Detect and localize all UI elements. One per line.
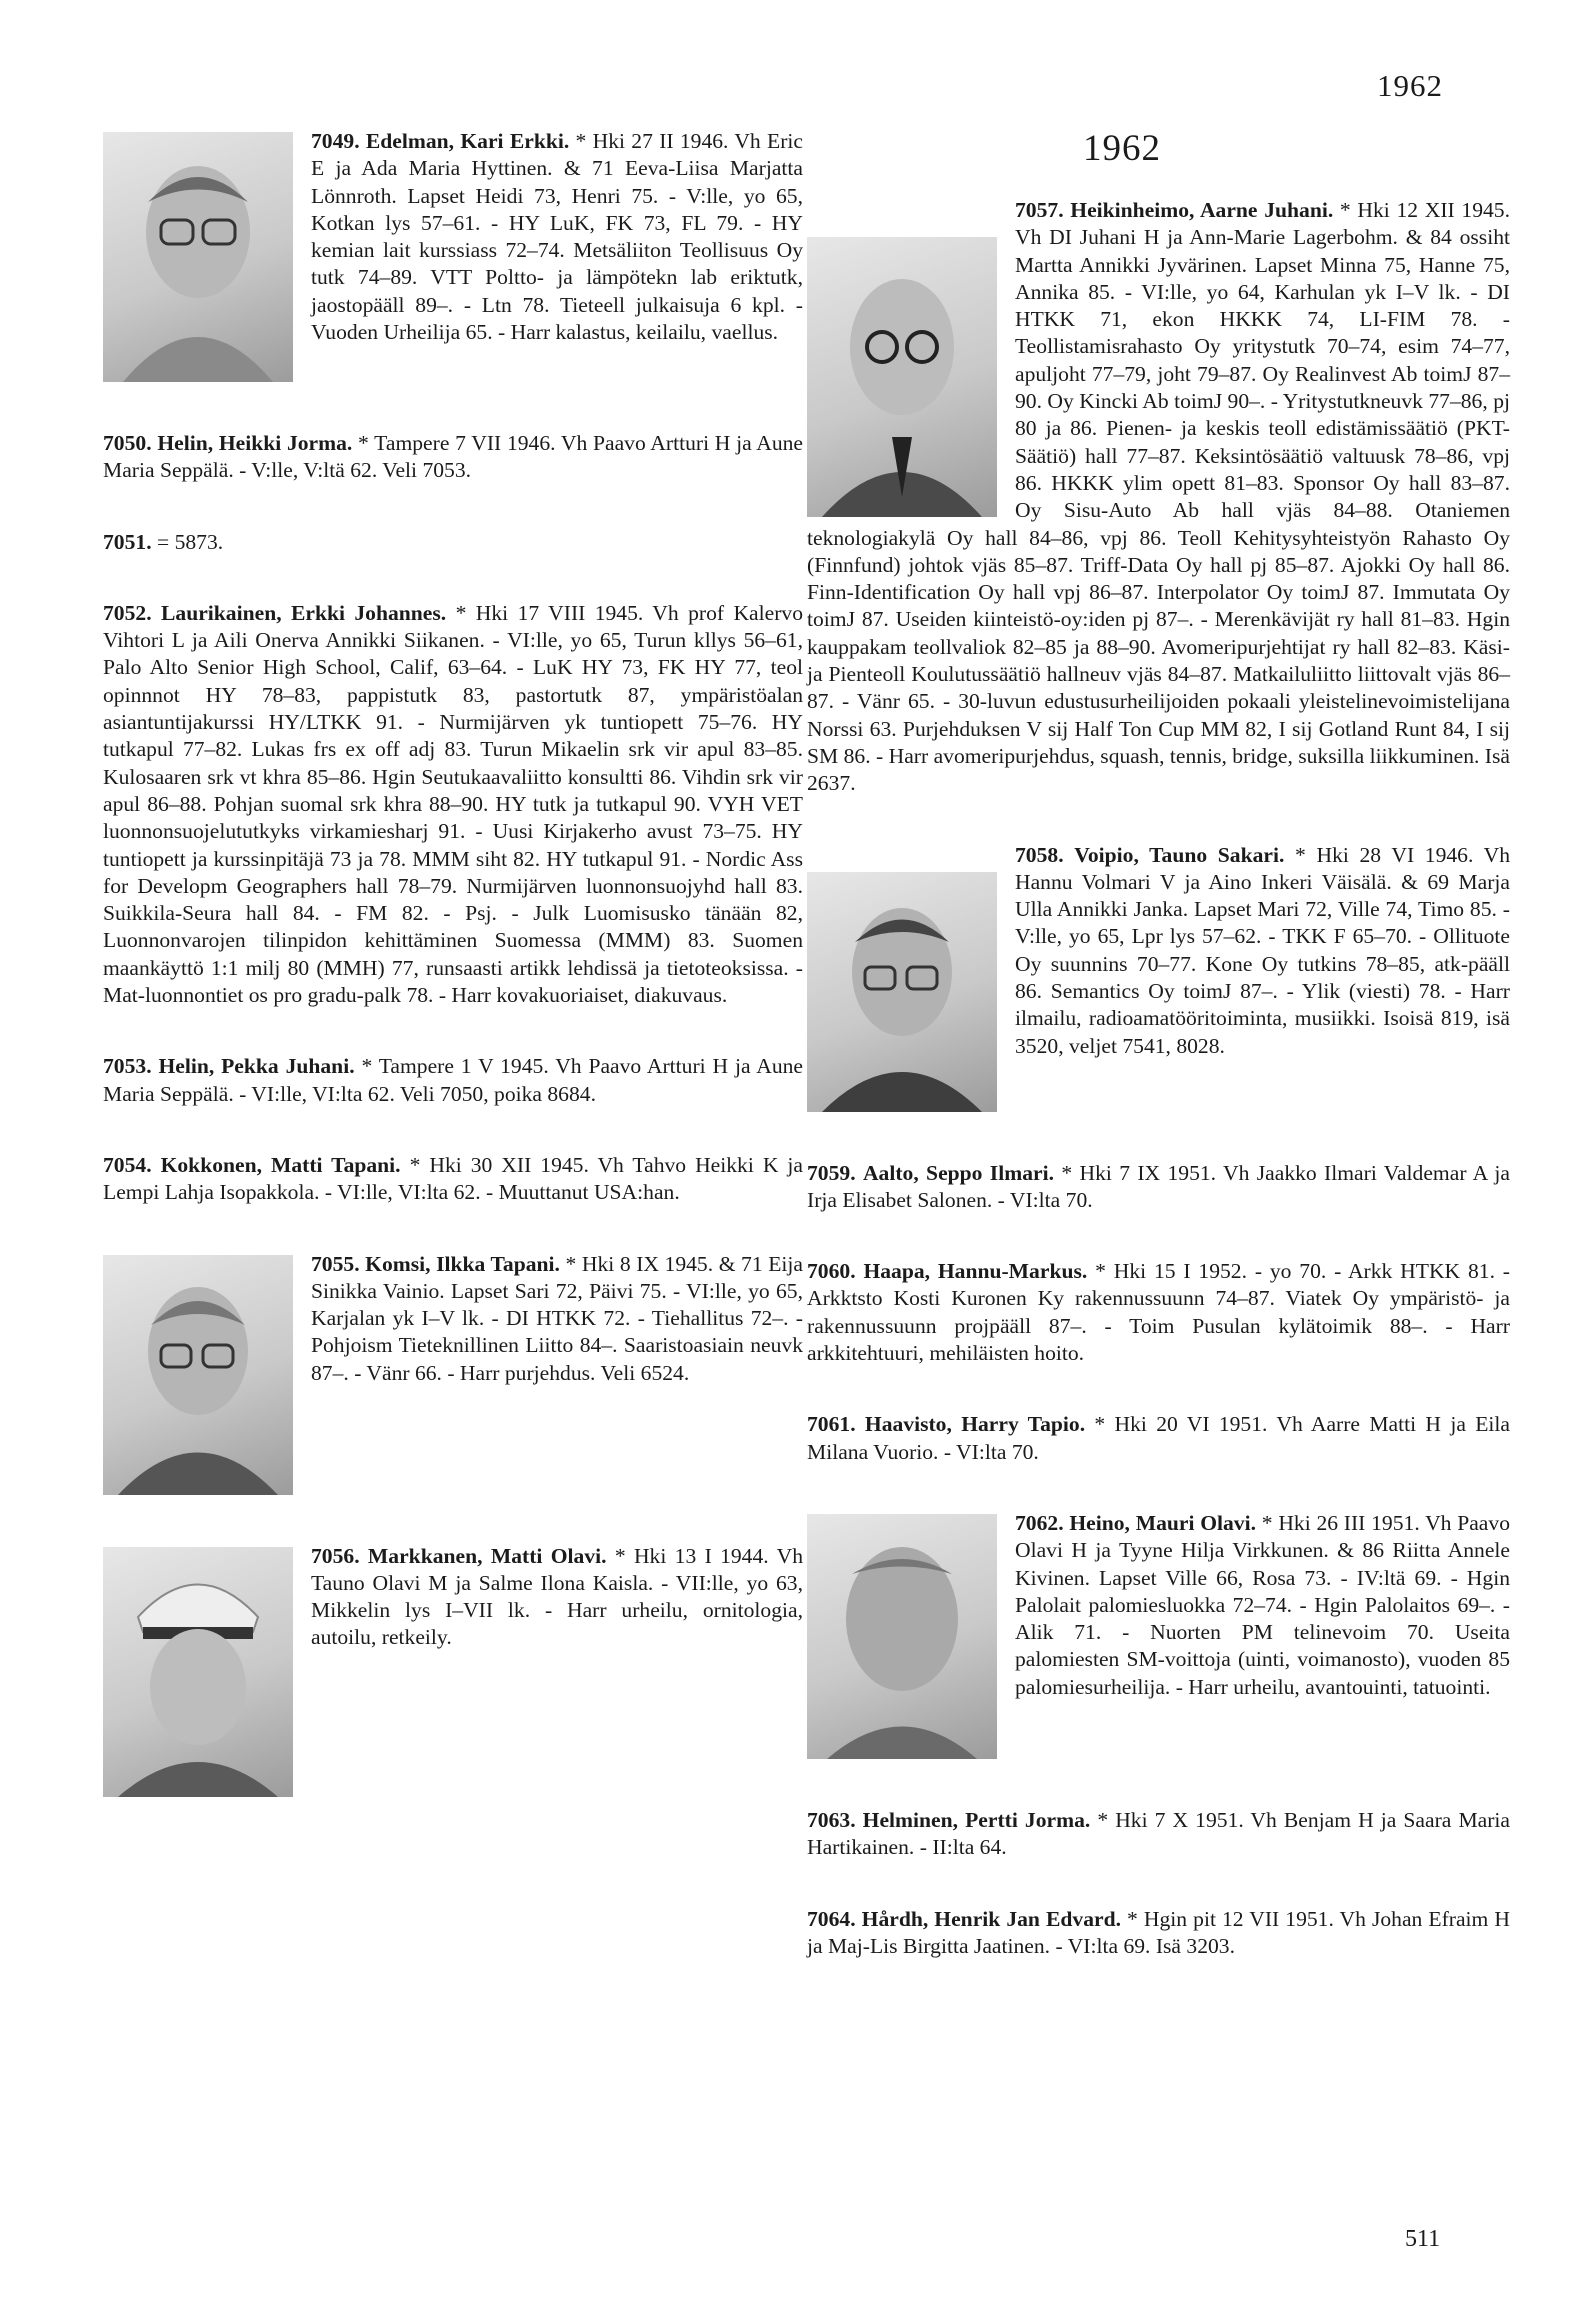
person-name: Edelman, Kari Erkki. xyxy=(365,129,570,153)
portrait-photo xyxy=(807,1514,997,1759)
entry-7055: 7055. Komsi, Ilkka Tapani. * Hki 8 IX 1945. & 71 Eija Sinikka Vainio. Lapset Sari 72, Päivi 75. - VI:lle, yo 65, Karjalan yk I–V lk. - DI HTKK 72. - Tiehallitus 72–. - Pohjoism Tieteknillinen Liitto 84–. Saaristoasiain neuvk 87–. - Vänr 66. - Harr purjehdus. Veli 6524. xyxy=(103,1251,803,1499)
person-name: Helin, Heikki Jorma. xyxy=(157,431,353,455)
portrait-photo xyxy=(103,132,293,382)
entry-7050: 7050. Helin, Heikki Jorma. * Tampere 7 VII 1946. Vh Paavo Artturi H ja Aune Maria Seppälä. - V:lle, V:ltä 62. Veli 7053. xyxy=(103,431,804,483)
entry-text: * Hki 13 I 1944. Vh Tauno Olavi M ja Salme Ilona Kaisla. - VII:lle, yo 63, Mikkelin lys I–VII lk. - Harr urheilu, ornitologia, autoilu, retkeily. xyxy=(311,1543,803,1650)
person-name: Helin, Pekka Juhani. xyxy=(158,1054,355,1079)
right-column xyxy=(807,197,1510,2004)
entry-text: * Tampere 7 VII 1946. Vh Paavo Artturi H ja Aune Maria Seppälä. - V:lle, V:ltä 62. Veli 7053. xyxy=(103,431,804,483)
entry-text: * Hki 28 VI 1946. Vh Hannu Volmari V ja Aino Inkeri Väisälä. & 69 Marja Ulla Annikki Janka. Lapset Mari 72, Ville 74, Timo 85. - V:lle, yo 65, Lpr lys 57–62. - TKK F 65–70. - Ollituote Oy suunnins 70–77. Kone Oy tutkins 78–85, atk-pääll 86. Semantics Oy toimJ 87–. - Ylik (viesti) 78. - Harr ilmailu, radioamatööritoiminta, musiikki. Isoisä 819, isä 3520, veljet 7541, 8028. xyxy=(1015,842,1511,1058)
entry-text: = 5873. xyxy=(151,529,224,554)
entry-7057: 7057. Heikinheimo, Aarne Juhani. * Hki 12 XII 1945. Vh DI Juhani H ja Ann-Marie Lagerbohm. & 84 ossiht Martta Annikki Jyvärinen. Lapset Minna 75, Hanne 75, Annika 85. - VI:lle, yo 64, Karhulan yk I–V lk. - DI HTKK 71, ekon HKKK 74, LI-FIM 78. - Teollistamisrahasto Oy yritystutk 70–74, esim 74–77, apuljoht 77–79, joht 79–87. Oy Realinvest Ab toimJ 87–90. Oy Kincki Ab toimJ 90–. - Yritystutkneuvk 77–86, pj 80 ja 86. Pienen- ja keskis teoll edistämissäätiö (PKT-Säätiö) hall 77–87. Keksintösäätiö valtuusk 78–86, vpj 86. HKKK ylim opett 81–83. Sponsor Oy hall 83–87. Oy Sisu-Auto Ab hall vjäs 84–88. Otaniemen teknologiakylä Oy hall 84–86, vpj 86. Teoll Kehitysyhteistyön Rahasto Oy (Finnfund) johtok vjäs 85–87. Triff-Data Oy hall pj 85–87. Ajokki Oy hall 86. Finn-Identification Oy hall vpj 86–87. Interpolator Oy toimJ 87. Immutata Oy toimJ 87. Useiden kiinteistö-oy:iden pj 87–. - Merenkävijät ry hall 81–83. Hgin kauppakam teollvaliok 82–85 ja 88–90. Avomeripurjehtijat ry hall 82–83. Käsi- ja Pienteoll Koulutussäätiö hallneuv vjäs 84–87. Matkailuliitto liittovalt vjäs 86–87. - Vänr 65. - 30-luvun edustusurheilijoiden pokaali yleistelinevoimistelijana Norssi 63. Purjehduksen V sij Half Ton Cup MM 82, I sij Gotland Runt 84, I sij SM 86. - Harr avomeripurjehdus, squash, tennis, bridge, suksilla liikkuminen. Isä 2637. xyxy=(807,198,1510,796)
entry-text: * Hki 20 VI 1951. Vh Aarre Matti H ja Eila Milana Vuorio. - VI:lta 70. xyxy=(807,1412,1510,1464)
portrait-photo xyxy=(103,1255,293,1495)
person-name: Voipio, Tauno Sakari. xyxy=(1074,842,1285,867)
entry-7060: 7060. Haapa, Hannu-Markus. * Hki 15 I 1952. - yo 70. - Arkk HTKK 81. - Arkktsto Kosti Kuronen Ky rakennussuunn 74–87. Viatek Oy ympäristö- ja rakennussuunn projpääll 87–. - Toim Pusulan kylätoimik 88–. - Harr arkkitehtuuri, mehiläisten hoito. xyxy=(807,1259,1510,1366)
entry-text: * Hki 15 I 1952. - yo 70. - Arkk HTKK 81. - Arkktsto Kosti Kuronen Ky rakennussuunn 74–87. Viatek Oy ympäristö- ja rakennussuunn projpääll 87–. - Toim Pusulan kylätoimik 88–. - Harr arkkitehtuuri, mehiläisten hoito. xyxy=(807,1259,1510,1366)
entry-text: * Hki 17 VIII 1945. Vh prof Kalervo Vihtori L ja Aili Onerva Annikki Siikanen. - VI:lle, yo 65, Turun kllys 56–61, Palo Alto Senior High School, Calif, 63–64. - LuK HY 73, FK HY 77, teol opinnnot HY 78–83, pappistutk 83, pastortutk 87, ympäristöalan asiantuntijakurssi HY/LTKK 91. - Nurmijärven yk tuntiopett 75–76. HY tutkapul 77–82. Lukas frs ex off adj 83. Turun Mikaelin srk vir apul 83–85. Kulosaaren srk vt khra 85–86. Hgin Seutukaavaliitto konsultti 86. Vihdin srk vir apul 86–88. Pohjan suomal srk khra 88–90. HY tutk ja tutkapul 90. VYH VET luonnonsuojelututkyks virkamiesharj 91. - Uusi Kirjakerho avust 73–75. HY tuntiopett ja kurssinpitäjä 73 ja 78. MMM siht 82. HY tutkapul 91. - Nordic Ass for Developm Geographers hall 78–79. Nurmijärven luonnonsuojyhd hall 83. Suikkila-Seura hall 84. - FM 82. - Psj. - Julk Luomisusko tänään 82, Luonnonvarojen tilinpidon kehittäminen Suomessa (MMM) 83. Suomen maankäyttö 1:1 milj 80 (MMH) 77, runsaasti artikk lehdissä ja tietoteoksissa. - Mat-luonnontiet os pro gradu-palk 78. - Harr kovakuoriaiset, diakuvaus. xyxy=(103,600,804,1008)
person-name: Hårdh, Henrik Jan Edvard. xyxy=(861,1906,1121,1931)
entry-7056: 7056. Markkanen, Matti Olavi. * Hki 13 I 1944. Vh Tauno Olavi M ja Salme Ilona Kaisla. - VII:lle, yo 63, Mikkelin lys I–VII lk. - Harr urheilu, ornitologia, autoilu, retkeily. xyxy=(103,1543,803,1801)
entry-text: * Hki 8 IX 1945. & 71 Eija Sinikka Vainio. Lapset Sari 72, Päivi 75. - VI:lle, yo 65, Karjalan yk I–V lk. - DI HTKK 72. - Tiehallitus 72–. - Pohjoism Tieteknillinen Liitto 84–. Saaristoasiain neuvk 87–. - Vänr 66. - Harr purjehdus. Veli 6524. xyxy=(311,1251,803,1385)
entry-7062: 7062. Heino, Mauri Olavi. * Hki 26 III 1951. Vh Paavo Olavi H ja Tyyne Hilja Virkkunen. & 86 Riitta Annele Kivinen. Lapset Ville 66, Rosa 73. - IV:ltä 69. - Hgin Palolait palomiesluokka 72–74. - Hgin Palolaitos 69–. - Alik 71. - Nuorten PM telinevoim 70. Useita palomiesten SM-voittoja (uinti, voimanosto), vuoden 85 palomiesurheilija. - Harr urheilu, avantouinti, tatuointi. xyxy=(807,1510,1510,1763)
person-name: Aalto, Seppo Ilmari. xyxy=(862,1160,1054,1185)
entry-7052: 7052. Laurikainen, Erkki Johannes. * Hki 17 VIII 1945. Vh prof Kalervo Vihtori L ja Aili Onerva Annikki Siikanen. - VI:lle, yo 65, Turun kllys 56–61, Palo Alto Senior High School, Calif, 63–64. - LuK HY 73, FK HY 77, teol opinnnot HY 78–83, pappistutk 83, pastortutk 87, ympäristöalan asiantuntijakurssi HY/LTKK 91. - Nurmijärven yk tuntiopett 75–76. HY tutkapul 77–82. Lukas frs ex off adj 83. Turun Mikaelin srk vir apul 83–85. Kulosaaren srk vt khra 85–86. Hgin Seutukaavaliitto konsultti 86. Vihdin srk vir apul 86–88. Pohjan suomal srk khra 88–90. HY tutk ja tutkapul 90. VYH VET luonnonsuojelututkyks virkamiesharj 91. - Uusi Kirjakerho avust 73–75. HY tuntiopett ja kurssinpitäjä 73 ja 78. MMM siht 82. HY tutkapul 91. - Nordic Ass for Developm Geographers hall 78–79. Nurmijärven luonnonsuojyhd hall 83. Suikkila-Seura hall 84. - FM 82. - Psj. - Julk Luomisusko tänään 82, Luonnonvarojen tilinpidon kehittäminen Suomessa (MMM) 83. Suomen maankäyttö 1:1 milj 80 (MMH) 77, runsaasti artikk lehdissä ja tietoteoksissa. - Mat-luonnontiet os pro gradu-palk 78. - Harr kovakuoriaiset, diakuvaus. xyxy=(103,600,804,1008)
portrait-photo xyxy=(807,237,997,517)
page-year-header: 1962 xyxy=(1377,68,1443,103)
entry-text: * Hki 26 III 1951. Vh Paavo Olavi H ja Tyyne Hilja Virkkunen. & 86 Riitta Annele Kivinen. Lapset Ville 66, Rosa 73. - IV:ltä 69. - Hgin Palolait palomiesluokka 72–74. - Hgin Palolaitos 69–. - Alik 71. - Nuorten PM telinevoim 70. Useita palomiesten SM-voittoja (uinti, voimanosto), vuoden 85 palomiesurheilija. - Harr urheilu, avantouinti, tatuointi. xyxy=(1015,1510,1510,1699)
portrait-photo xyxy=(103,1547,293,1797)
entry-text: * Hki 7 X 1951. Vh Benjam H ja Saara Maria Hartikainen. - II:lta 64. xyxy=(807,1807,1511,1860)
left-column xyxy=(103,128,803,1845)
person-name: Laurikainen, Erkki Johannes. xyxy=(161,600,447,625)
entry-text: * Hki 7 IX 1951. Vh Jaakko Ilmari Valdemar A ja Irja Elisabet Salonen. - VI:lta 70. xyxy=(807,1160,1510,1212)
entry-text: * Hgin pit 12 VII 1951. Vh Johan Efraim H ja Maj-Lis Birgitta Jaatinen. - VI:lta 69. Isä 3203. xyxy=(807,1906,1510,1958)
entry-7054: 7054. Kokkonen, Matti Tapani. * Hki 30 XII 1945. Vh Tahvo Heikki K ja Lempi Lahja Isopakkola. - VI:lle, VI:lta 62. - Muuttanut USA:han. xyxy=(103,1152,804,1205)
entry-7061: 7061. Haavisto, Harry Tapio. * Hki 20 VI 1951. Vh Aarre Matti H ja Eila Milana Vuorio. - VI:lta 70. xyxy=(807,1412,1510,1464)
entry-text: * Hki 27 II 1946. Vh Eric E ja Ada Maria Hyttinen. & 71 Eeva-Liisa Marjatta Lönnroth. Lapset Heidi 73, Henri 75. - V:lle, yo 65, Kotkan lys 57–61. - HY LuK, FK 73, FL 79. - HY kemian lait kurssiass 72–74. Metsäliiton Teollisuus Oy tutk 74–89. VTT Poltto- ja lämpötekn lab eriktutk, jaostopääll 89–. - Ltn 78. Tieteell julkaisuja 6 kpl. - Vuoden Urheilija 65. - Harr kalastus, keilailu, vaellus. xyxy=(311,129,803,345)
person-name: Markkanen, Matti Olavi. xyxy=(367,1543,607,1568)
entry-text: * Hki 30 XII 1945. Vh Tahvo Heikki K ja Lempi Lahja Isopakkola. - VI:lle, VI:lta 62. - Muuttanut USA:han. xyxy=(103,1152,804,1205)
entry-7049: 7049. Edelman, Kari Erkki. * Hki 27 II 1946. Vh Eric E ja Ada Maria Hyttinen. & 71 Eeva-Liisa Marjatta Lönnroth. Lapset Heidi 73, Henri 75. - V:lle, yo 65, Kotkan lys 57–61. - HY LuK, FK 73, FL 79. - HY kemian lait kurssiass 72–74. Metsäliiton Teollisuus Oy tutk 74–89. VTT Poltto- ja lämpötekn lab eriktutk, jaostopääll 89–. - Ltn 78. Tieteell julkaisuja 6 kpl. - Vuoden Urheilija 65. - Harr kalastus, keilailu, vaellus. xyxy=(103,128,803,386)
person-name: Komsi, Ilkka Tapani. xyxy=(365,1251,560,1276)
person-name: Kokkonen, Matti Tapani. xyxy=(160,1152,401,1177)
entry-7051: 7051. = 5873. xyxy=(103,529,224,554)
entry-7059: 7059. Aalto, Seppo Ilmari. * Hki 7 IX 1951. Vh Jaakko Ilmari Valdemar A ja Irja Elisabet Salonen. - VI:lta 70. xyxy=(807,1160,1510,1212)
person-name: Heikinheimo, Aarne Juhani. xyxy=(1070,198,1334,222)
entry-text: * Tampere 1 V 1945. Vh Paavo Artturi H ja Aune Maria Seppälä. - VI:lle, VI:lta 62. Veli 7050, poika 8684. xyxy=(103,1054,803,1106)
entry-text: * Hki 12 XII 1945. Vh DI Juhani H ja Ann-Marie Lagerbohm. & 84 ossiht Martta Annikki Jyvärinen. Lapset Minna 75, Hanne 75, Annika 85. - VI:lle, yo 64, Karhulan yk I–V lk. - DI HTKK 71, ekon HKKK 74, LI-FIM 78. - Teollistamisrahasto Oy yritystutk 70–74, esim 74–77, apuljoht 77–79, joht 79–87. Oy Realinvest Ab toimJ 87–90. Oy Kincki Ab toimJ 90–. - Yritystutkneuvk 77–86, pj 80 ja 86. Pienen- ja keskis teoll edistämissäätiö (PKT-Säätiö) hall 77–87. Keksintösäätiö valtuusk 78–86, vpj 86. HKKK ylim opett 81–83. Sponsor Oy hall 83–87. Oy Sisu-Auto Ab hall vjäs 84–88. Otaniemen teknologiakylä Oy hall 84–86, vpj 86. Teoll Kehitysyhteistyön Rahasto Oy (Finnfund) johtok vjäs 85–87. Triff-Data Oy hall pj 85–87. Ajokki Oy hall 86. Finn-Identification Oy hall vpj 86–87. Interpolator Oy toimJ 87. Immutata Oy toimJ 87. Useiden kiinteistö-oy:iden pj 87–. - Merenkävijät ry hall 81–83. Hgin kauppakam teollvaliok 82–85 ja 88–90. Avomeripurjehtijat ry hall 82–83. Käsi- ja Pienteoll Koulutussäätiö hallneuv vjäs 84–87. Matkailuliitto liittovalt vjäs 86–87. - Vänr 65. - 30-luvun edustusurheilijoiden pokaali yleistelinevoimistelijana Norssi 63. Purjehduksen V sij Half Ton Cup MM 82, I sij Gotland Runt 84, I sij SM 86. - Harr avomeripurjehdus, squash, tennis, bridge, suksilla liikkuminen. Isä 2637. xyxy=(807,198,1510,796)
entry-7053: 7053. Helin, Pekka Juhani. * Tampere 1 V 1945. Vh Paavo Artturi H ja Aune Maria Seppälä. - VI:lle, VI:lta 62. Veli 7050, poika 8684. xyxy=(103,1054,803,1106)
person-name: Heino, Mauri Olavi. xyxy=(1069,1510,1257,1535)
portrait-photo xyxy=(807,872,997,1112)
column-year-header: 1962 xyxy=(1083,128,1161,169)
entry-7063: 7063. Helminen, Pertti Jorma. * Hki 7 X 1951. Vh Benjam H ja Saara Maria Hartikainen. - II:lta 64. xyxy=(807,1807,1511,1860)
page-number: 511 xyxy=(1405,2226,1441,2252)
person-name: Haavisto, Harry Tapio. xyxy=(864,1412,1086,1437)
entry-7058: 7058. Voipio, Tauno Sakari. * Hki 28 VI 1946. Vh Hannu Volmari V ja Aino Inkeri Väisälä. & 69 Marja Ulla Annikki Janka. Lapset Mari 72, Ville 74, Timo 85. - V:lle, yo 65, Lpr lys 57–62. - TKK F 65–70. - Ollituote Oy suunnins 70–77. Kone Oy tutkins 78–85, atk-pääll 86. Semantics Oy toimJ 87–. - Ylik (viesti) 78. - Harr ilmailu, radioamatööritoiminta, musiikki. Isoisä 819, isä 3520, veljet 7541, 8028. xyxy=(807,842,1510,1116)
person-name: Helminen, Pertti Jorma. xyxy=(862,1807,1091,1832)
entry-7064: 7064. Hårdh, Henrik Jan Edvard. * Hgin pit 12 VII 1951. Vh Johan Efraim H ja Maj-Lis Birgitta Jaatinen. - VI:lta 69. Isä 3203. xyxy=(807,1906,1510,1958)
person-name: Haapa, Hannu-Markus. xyxy=(863,1259,1088,1284)
